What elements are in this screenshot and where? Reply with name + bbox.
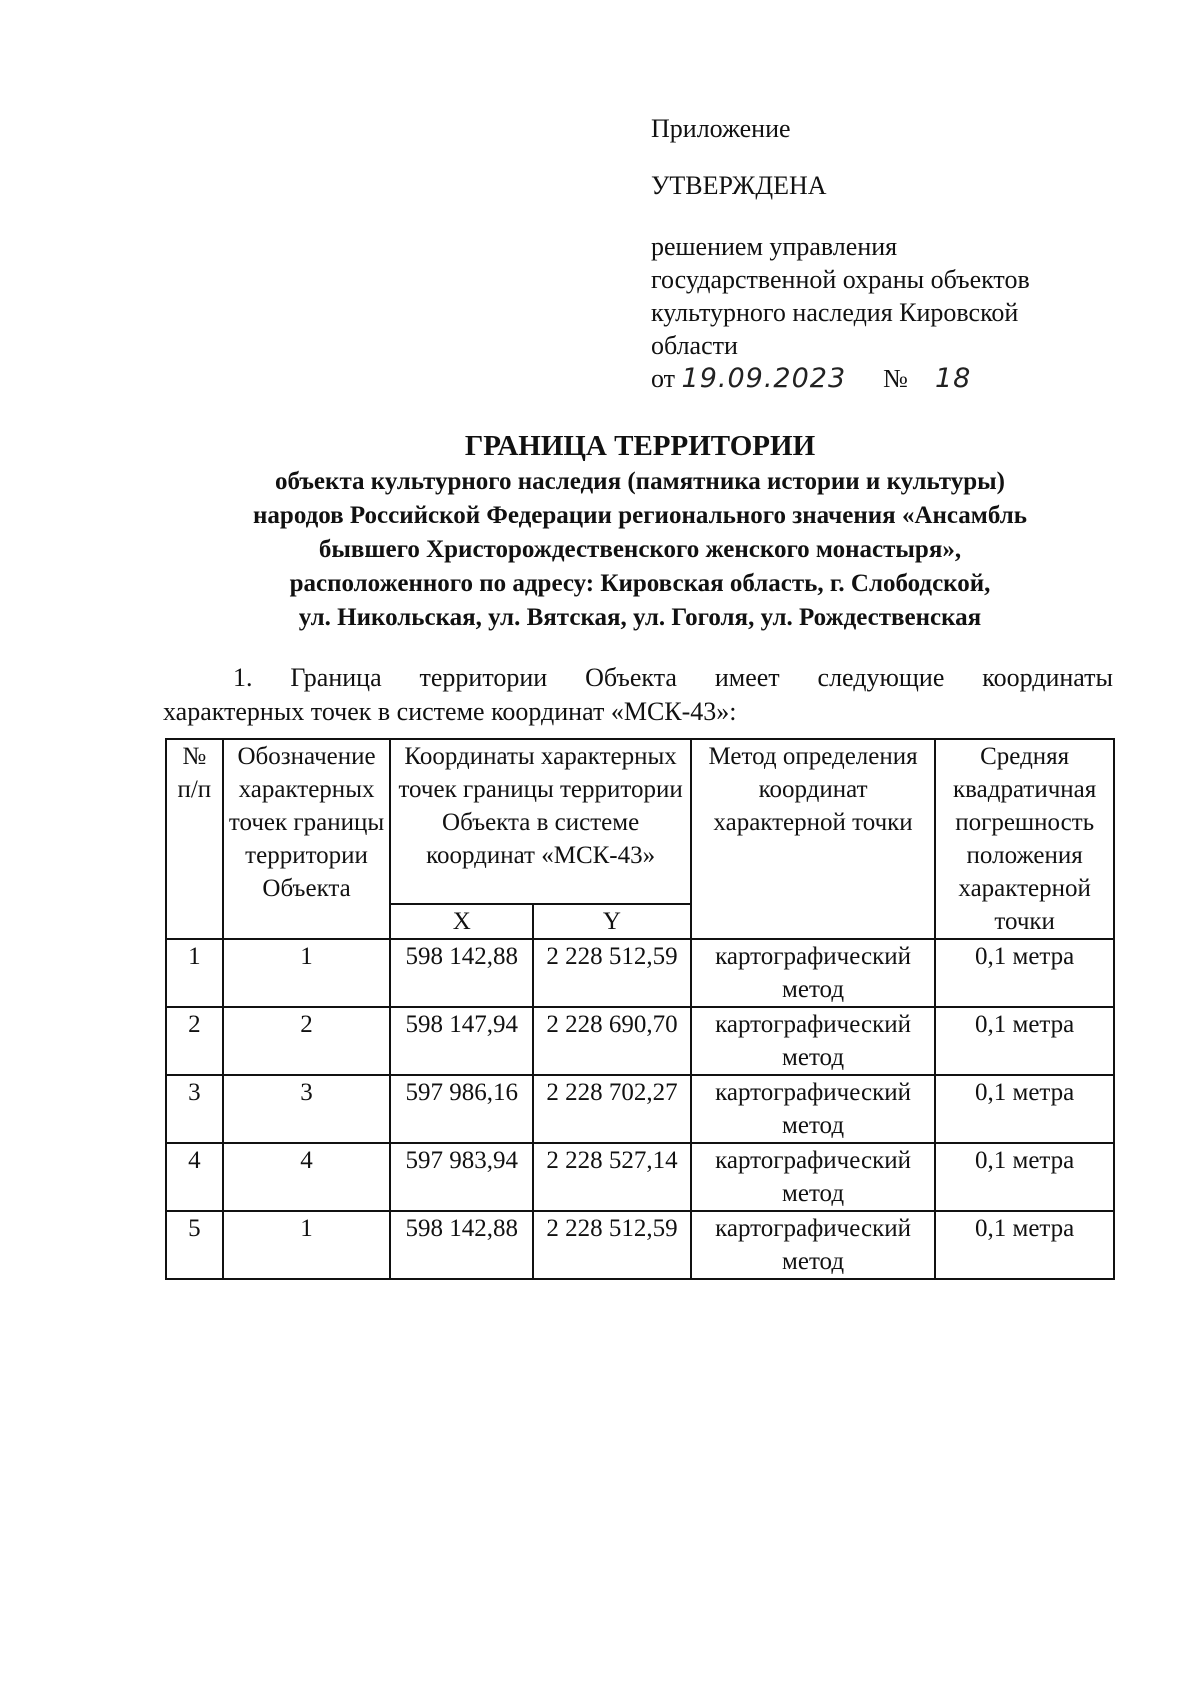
cell-point: 2 (223, 1007, 391, 1075)
table-row (166, 1075, 1114, 1143)
decision-line: государственной охраны объектов (651, 265, 1030, 294)
handwritten-date: 19.09.2023 (681, 363, 847, 394)
title-line: ул. Никольская, ул. Вятская, ул. Гоголя, ул. Рождественская (298, 604, 982, 631)
cell-method: картографический метод (691, 1143, 935, 1211)
cell-y: 2 228 512,59 (533, 939, 691, 1007)
cell-error: 0,1 метра (935, 1143, 1114, 1211)
handwritten-number: 18 (934, 363, 972, 394)
table-row (166, 1143, 1114, 1211)
decision-line: решением управления (651, 232, 898, 261)
cell-method: картографический метод (691, 1211, 935, 1279)
coordinates-table (165, 738, 1115, 1280)
paragraph-line-1: 1. Граница территории Объекта имеет следующие координаты (233, 663, 1113, 692)
cell-x: 598 142,88 (390, 939, 533, 1007)
number-prefix: № (883, 364, 908, 393)
cell-num: 1 (166, 939, 223, 1007)
cell-point: 4 (223, 1143, 391, 1211)
date-prefix: от (651, 364, 676, 393)
cell-num: 2 (166, 1007, 223, 1075)
title-line: народов Российской Федерации регионального значения «Ансамбль (253, 502, 1027, 529)
cell-error: 0,1 метра (935, 1075, 1114, 1143)
header-coordinates: Координаты характерных точек границы территории Объекта в системе координат «МСК-43» (390, 739, 690, 904)
cell-x: 598 142,88 (390, 1211, 533, 1279)
cell-x: 597 986,16 (390, 1075, 533, 1143)
cell-y: 2 228 702,27 (533, 1075, 691, 1143)
decision-line: области (651, 331, 738, 360)
title-line: бывшего Христорождественского женского монастыря», (318, 536, 962, 563)
title-main: ГРАНИЦА ТЕРРИТОРИИ (464, 430, 816, 462)
cell-method: картографический метод (691, 1007, 935, 1075)
header-num: № п/п (166, 739, 223, 939)
approved-label: УТВЕРЖДЕНА (651, 171, 827, 200)
table-row (166, 939, 1114, 1007)
paragraph-line-2: характерных точек в системе координат «МСК-43»: (163, 697, 737, 726)
cell-x: 598 147,94 (390, 1007, 533, 1075)
date-number-line (651, 362, 1111, 395)
paragraph-1 (163, 661, 1113, 729)
approval-block (651, 112, 1111, 395)
cell-y: 2 228 512,59 (533, 1211, 691, 1279)
header-error: Средняя квадратичная погрешность положения характерной точки (935, 739, 1114, 939)
cell-error: 0,1 метра (935, 939, 1114, 1007)
cell-num: 4 (166, 1143, 223, 1211)
document-title (160, 427, 1120, 635)
header-method: Метод определения координат характерной точки (691, 739, 935, 939)
header-designation: Обозначение характерных точек границы территории Объекта (223, 739, 391, 939)
cell-x: 597 983,94 (390, 1143, 533, 1211)
header-y: Y (533, 904, 691, 939)
cell-y: 2 228 690,70 (533, 1007, 691, 1075)
cell-point: 1 (223, 939, 391, 1007)
table-row (166, 1211, 1114, 1279)
cell-error: 0,1 метра (935, 1007, 1114, 1075)
cell-method: картографический метод (691, 939, 935, 1007)
cell-y: 2 228 527,14 (533, 1143, 691, 1211)
header-x: X (390, 904, 533, 939)
cell-method: картографический метод (691, 1075, 935, 1143)
appendix-label: Приложение (651, 114, 791, 143)
table-row (166, 1007, 1114, 1075)
cell-num: 3 (166, 1075, 223, 1143)
decision-line: культурного наследия Кировской (651, 298, 1019, 327)
cell-error: 0,1 метра (935, 1211, 1114, 1279)
cell-num: 5 (166, 1211, 223, 1279)
cell-point: 1 (223, 1211, 391, 1279)
title-line: объекта культурного наследия (памятника истории и культуры) (274, 468, 1005, 495)
title-line: расположенного по адресу: Кировская область, г. Слободской, (289, 570, 991, 597)
cell-point: 3 (223, 1075, 391, 1143)
